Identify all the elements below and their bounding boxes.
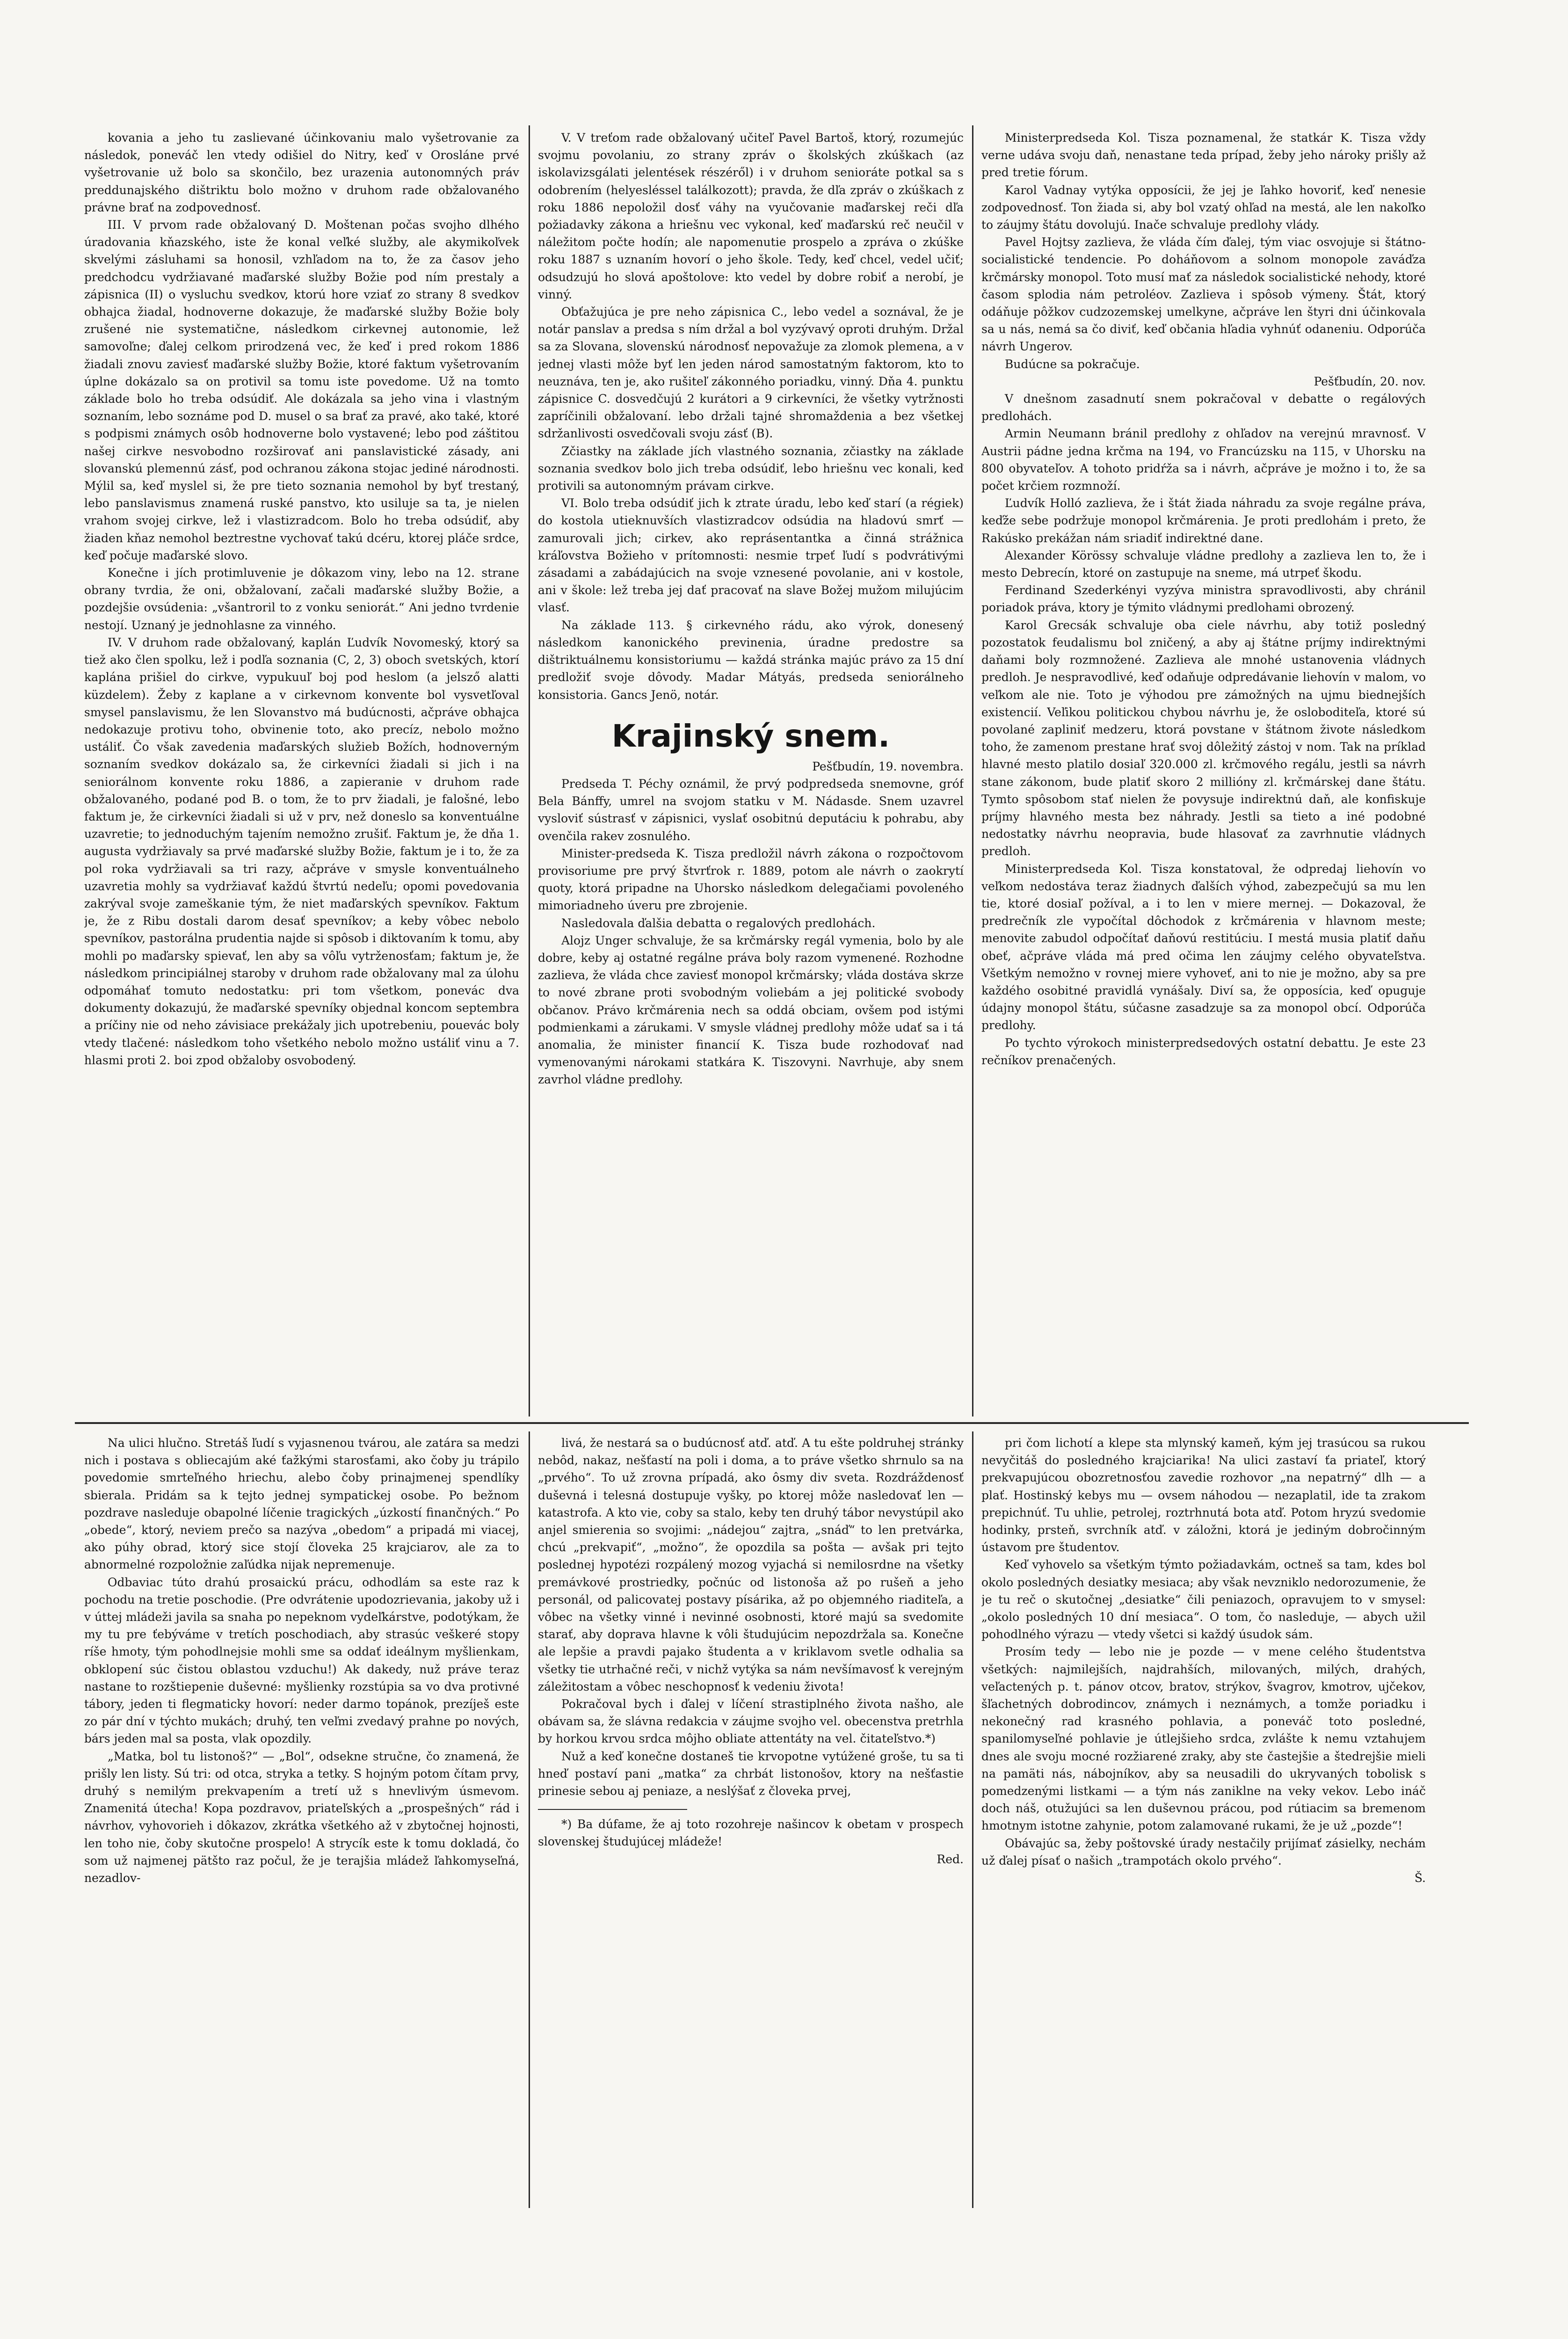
paragraph: Minister-predseda K. Tisza predložil návrh zákona o rozpočtovom provisoriume pre prvý štvrťrok r. 1889, potom ale návrh o zaokrytí quoty, ktorá pripadne na Uhorsko následkom delegačiami povoleného mimoriadneho úveru pre zbrojenie. <box>538 846 964 913</box>
paragraph: VI. Bolo treba odsúdiť jich k ztrate úradu, lebo keď starí (a régiek) do kostola utieknuvších vlastizradcov odsúdia na hladovú smrť — zamurovali jich; cirkev, ako reprásentantka a činná strážnica kráľovstva Božieho v prítomnosti: nesmie trpeť ľudí s podvrátivými zásadami a zabádajúcich na svoje vznesené povolanie, ani v kostole, ani v škole: lež treba jej dať pracovať na slave Božej mužom milujúcim vlasť. <box>538 496 964 615</box>
paragraph: „Matka, bol tu listonoš?“ — „Bol“, odsekne stručne, čo znamená, že prišly len listy. Sú tri: od otca, stryka a tetky. S hojným potom čítam prvy, druhý s nemilým prekvapením a tretí už s hnevlivým úsmevom. Znamenitá útecha! Kopa pozdravov, priateľských a „prospešných“ rád i návrhov, vyhovorieh i dôkazov, zkrátka všetkého až v zbytočnej hojnosti, len toho nie, čoby skutočne prospelo! A strycík este k tomu dokladá, čo som už najmenej pätšto raz počul, že je terajšia mládež ľahkomyseľná, nezadlov- <box>84 1749 519 1885</box>
paragraph: Ministerpredseda Kol. Tisza konstatoval, že odpredaj liehovín vo veľkom nedostáva teraz žiadnych ďalších výhod, zabezpečujú sa mu len tie, ktoré dosiaľ požíval, a i to len v miere mernej. — Dokazoval, že predrečník zle vypočítal dôchodok z krčmárenia v hlavnom meste; menovite zabudol odpočítať daňovú restitúciu. I mestá musia platiť daňu obeť, ačpráve vláda má pred očima len záujmy celého obyvateľstva. Všetkým nemožno v rovnej miere vyhoveť, ani to nie je možno, aby sa pre každého osobitné pravidlá vynášaly. Diví sa, že opposícia, keď opuguje údajny monopol štátu, súčasne zasadzuje sa za monopol obcí. Odporúča predlohy. <box>981 862 1426 1032</box>
paragraph: Pavel Hojtsy zazlieva, že vláda čím ďalej, tým viac osvojuje si štátno-socialistické tendencie. Po doháňovom a solnom monopole zaváďza krčmársky monopol. Toto musí mať za následok socialistické nehody, ktoré časom splodia nám petroléov. Zazlieva i spôsob výmeny. Štát, ktorý odáňuje pôžkov cudzozemskej umelkyne, ačpráve len štyri dni účinkovala sa u nás, nemá sa čo diviť, keď občania hľadia vyhnúť odaneniu. Odporúča návrh Ungerov. <box>981 235 1426 354</box>
paragraph: livá, že nestará sa o budúcnosť atď. atď. A tu ešte poldruhej stránky nebôd, nakaz, nešťastí na poli i doma, a to práve všetko shrnulo sa na „prvého“. To už zrovna prípadá, ako ôsmy div sveta. Rozdráždenosť duševná i telesná dostupuje vyšky, po ktorej môže nasledovať len — katastrofa. A kto vie, coby sa stalo, keby ten druhý tábor nevystúpil ako anjel smierenia so svojimi: „nádejou“ zajtra, „snáď“ to len pretvárka, chcú „prekvapiť“, „možno“, že opozdila sa pošta — avšak pri tejto poslednej hypotézi rozpálený mozog vyjachá si nemilosrdne na všetky premávkové prostriedky, počnúc od listonoša až po rušeň a jeho personál, od palicovatej postavy písárika, až po objemného riaditeľa, a vôbec na všetky vinné i nevinné osobnosti, ktoré majú sa svedomite starať, aby doprava hlavne k vôli študujúcim nepozdržala sa. Konečne ale lepšie a pravdi pajako študenta a v kriklavom svetle odhalia sa všetky tie utrhačné reči, v nichž vytýka sa nám nevšímavosť k verejným záležitostam a vôbec neschopnosť k vedeniu života! <box>538 1436 964 1693</box>
paragraph: Keď vyhovelo sa všetkým týmto požiadavkám, octneš sa tam, kdes bol okolo posledných desiatky mesiaca; aby však nevzniklo nedorozumenie, že je tu reč o skutočnej „desiatke“ čili peniazoch, opravujem to v smysel: „okolo posledných 10 dní mesiaca“. O tom, čo nasleduje, — abych užil pohodlného výrazu — vtedy všetci si každý úsudok sám. <box>981 1558 1426 1642</box>
footnote-rule <box>538 1809 687 1810</box>
paragraph: Obávajúc sa, žeby poštovské úrady nestačily prijímať zásielky, nechám už ďalej písať o našich „trampotách okolo prvého“. <box>981 1836 1426 1867</box>
footnote-text: Ba dúfame, že aj toto rozohreje našincov k obetam v prospech slovenskej študujúcej mládeže! <box>538 1817 964 1849</box>
paragraph: Nuž a keď konečne dostaneš tie krvopotne vytúžené groše, tu sa ti hneď postaví pani „matka“ za chrbát listonošov, ktory na nešťastie prinesie sebou aj peniaze, a neslýšať z človeka prvej, <box>538 1749 964 1798</box>
paragraph: Karol Vadnay vytýka opposícii, že jej je ľahko hovoriť, keď nenesie zodpovednosť. Ton žiada si, aby bol vzatý ohľad na mestá, ale len nakoľko to záujmy štátu dovolujú. Inače schvaluje predlohy vlády. <box>981 183 1426 232</box>
paragraph: Ferdinand Szederkényi vyzýva ministra spravodlivosti, aby chránil poriadok práva, ktory je týmito vládnymi predlohami obrozený. <box>981 583 1426 615</box>
paragraph: Nasledovala ďalšia debatta o regalových predlohách. <box>561 916 876 930</box>
footnote-signature: Red. <box>936 1852 964 1866</box>
krajinsky-snem-headline: Krajinský snem. <box>611 718 890 754</box>
paragraph: Alojz Unger schvaluje, že sa krčmársky regál vymenia, bolo by ale dobre, keby aj ostatné regálne práva boly razom vymenené. Rozhodne zazlieva, že vláda chce zaviesť monopol krčmársky; vláda dostáva skrze to nové zbrane proti svobodným voliebám a jej politické svobody občanov. Právo krčmárenia nech sa oddá obciam, ovšem pod istými podmienkami a zárukami. V smysle vládnej predlohy môže udať sa i tá anomalia, že minister financií K. Tisza bude rozhodovať nad vymenovanými nárokami statkára K. Tiszovyni. Navrhuje, aby snem zavrhol vládne predlohy. <box>538 933 964 1087</box>
paragraph: Predseda T. Péchy oznámil, že prvý podpredseda snemovne, gróf Bela Bánffy, umrel na svojom statku v M. Nádasde. Snem uzavrel vysloviť sústrasť v zápisnici, vyslať osobitnú deputáciu k pohrabu, aby ovenčila rakev zosnulého. <box>538 777 964 843</box>
paragraph: Konečne i jích protimluvenie je dôkazom viny, lebo na 12. strane obrany tvrdia, že oni, obžalovaní, začali maďarské služby Božie, a pozdejšie ovsúdenia: „všantroril to z vonku seniorát.“ Ani jedno tvrdenie nestojí. Uznaný je jednohlasne za vinného. <box>84 566 519 632</box>
feuilleton-column-1 <box>84 1434 519 2206</box>
paragraph: V. V treťom rade obžalovaný učiteľ Pavel Bartoš, ktorý, rozumejúc svojmu povolaniu, zo strany zpráv o školských zkúškach (az iskolavizsgálati jelentések részéről) i v druhom senioráte potkal sa s odobrením (helyesléssel találkozott); pravda, že dľa zpráv o zkúškach z roku 1886 nepoložil dosť váhy na vyučovanie maďarskej reči dľa požiadavky zákona a hriešnu vec vykonal, keď maďarskú reč neučil v náležitom počte hodín; ale napomenutie prospelo a zpráva o zkúške roku 1887 s uznaním hovorí o jeho škole. Tedy, keď chcel, vedel učiť; odsudzujú ho slová apoštolove: kto vedel by dobre robiť a nerobí, je vinný. <box>538 131 964 301</box>
feuilleton-column-3 <box>981 1434 1426 2206</box>
paragraph: Na základe 113. § cirkevného rádu, ako výrok, donesený následkom kanonického previnenia, úradne predostre sa dištriktuálnemu konsistoriumu — každá stránka majúc právo za 15 dní predložiť svoje dôvody. Madar Mátyás, predseda seniorálneho konsistoria. Gancs Jenö, notár. <box>538 618 964 702</box>
paragraph: IV. V druhom rade obžalovaný, kaplán Ľudvík Novomeský, ktorý sa tiež ako člen spolku, lež i podľa soznania (C, 2, 3) oboch svetských, ktorí kaplána prišiel do cirkve, vypukuuľ boj pod heslom (a jelsző alatti küzdelem). Žeby z kaplanе a v cirkevnom konvente bol vysvetľoval smysel panslavismu, že len Slovanstvo má budúcnosti, ačpráve obhajca nedokazuje protivu toho, obvinenie toto, ako precíz, nebolo možno ustáliť. Čo však zavedenia maďarských služieb Božích, hodnoverným soznaním svedkov dokázalo sa, že cirkevníci žiadali si jich i na seniorálnom konvente roku 1886, a zapieranie v druhom rade obžalovaného, podané pod B. o tom, že to prv žiadali, je falošné, lebo faktum je, že cirkevníci žiadali si už v prv, než doneslo sa konventuálne uzavretie; to jednoduchým tajením nemožno zrušiť. Faktum je, že dňa 1. augusta vydržiavaly sa prvé maďarské služby Božie, faktum je i to, že za pol roka vydržiavali sa tri razy, ačpráve v smysle konventuálneho uzavretia mohly sa vydržiavať každú štvrtú nedeľu; opomi povedovania zakrýval svoje zameškanie tým, že niet maďarských spevníkov. Faktum je, že z Ribu dostali darom desať spevníkov; a keby vôbec nebolo spevníkov, pastorálna prudentia najde si spôsob i diktovaním k tomu, aby mohli po maďarsky spievať, len aby sa vôľu vytrženosťam; faktum je, že následkom principiálnej staroby v druhom rade obžalovany mal za úlohu odpomáhať tomuto nedostatku: pri tom všetkom, ponevác dva dokumenty dokazujú, že maďarské spevníky objednal koncom septembra a príčiny nie od neho závisiace prekážaly jich upotrebeniu, pouevác boly vtedy tlačené: následkom toho všetkého nebolo možno ustáliť vinu a 7. hlasmi proti 2. boi zpod obžaloby osvobodený. <box>84 635 519 1067</box>
paragraph: Armin Neumann bránil predlohy z ohľadov na verejnú mravnosť. V Austrii pádne jedna krčma na 194, vo Francúzsku na 115, v Uhorsku na 800 obyvateľov. A tohoto pridŕža sa i návrh, ačpráve je možno i to, že sa počet krčiem rozmnoží. <box>981 427 1426 493</box>
paragraph: Zčiastky na základe jích vlastného soznania, zčiastky na základe soznania svedkov bolo jich treba odsúdiť, lebo hriešnu vec konali, keď protivili sa autonomným právam cirkve. <box>538 444 964 493</box>
column-rule-2 <box>972 125 973 1416</box>
right-column <box>981 129 1426 1416</box>
dateline: Pešťbudín, 19. novembra. <box>812 759 964 773</box>
paragraph: Budúcne sa pokračuje. <box>1005 357 1140 371</box>
paragraph: pri čom lichotí a klepe sta mlynský kameň, kým jej trasúcou sa rukou nevyčitáš do posledného krajciarika! Na ulici zastaví ťa priateľ, ktorý prekvapujúcou obozretnosťou zavedie rozhovor „na nepatrný“ dlh — a plať. Hostinský kebys mu — ovsem náhodou — nezaplatil, ide ta zrakom prepichnúť. Tu uhlie, petrolej, roztrhnutá bota atď. Potom hryzú svedomie hodinky, prsteň, svrchník atď. v záložni, ktorá je jediným dobročinným ústavom pre študentov. <box>981 1436 1426 1554</box>
footnote-marker: *) <box>561 1817 572 1831</box>
feuilleton-column-2 <box>538 1434 964 2206</box>
footnote <box>538 1816 964 1850</box>
paragraph: III. V prvom rade obžalovaný D. Moštenan počas svojho dlhého úradovania kňazského, iste že konal veľké služby, ale akymikoľvek skvelými zásluhami sa honosil, vzhľadom na to, že za časov jeho predchodcu vydržiavané maďarské služby Božie pod ním prestaly a zápisnica (II) o vysluchu svedkov, ktorú hore vziať zo strany 8 svedkov obhajca žiadal, hodnoverne dokazuje, že maďarské služby Božie boly zrušené nie systematične, následkom cirkevnej autonomie, lež samovoľne; ďalej celkom prirodzená vec, že keď i pred rokom 1886 žiadali znovu zaviesť maďarské služby Božie, ktoré faktum vyšetrovaním úplne dokázalo sa on protivil sa tomu iste povedome. Už na tomto základe bolo ho treba odsúdiť. Ale dokázala sa jeho vina i vlastným soznaním, lebo soznáme pod D. musel o sa brať za pravé, ako také, ktoré s podpismi známych osôb hodnoverne bolo vystavené; lebo pod záštitou našej cirkve nesvobodno rozširovať ani panslavistické zásady, ani slovanskú plemennú zásť, pod ochranou zákona stojac jediné národnosti. Mýlil sa, keď myslel si, že pre tieto soznania nemohol by byť trestaný, lebo panslavismus znamená ruské panstvo, kto usiluje sa ta, je nielen vrahom svojej cirkve, lež i vlastizradcom. Bolo ho treba odsúdiť, aby žiaden kňaz nemohol beztrestne vychovať takú dcéru, ktorej pláče srdce, keď počuje maďarské slovo. <box>84 218 519 562</box>
feuilleton-column-rule-2 <box>972 1431 973 2208</box>
paragraph: Karol Grecsák schvaluje oba ciele návrhu, aby totiž posledný pozostatok feudalismu bol zničený, a aby aj štátne príjmy indirektnými daňami boly rozmnožené. Zazlieva ale mnohé ustanovenia vládnych predloh. Je nespravodlivé, keď odaňuje odpredávanie liehovín v malom, vo veľkom ale nie. Toto je výhodou pre zámožných na ujmu biednejších existencií. Veľikou politickou chybou návrhu je, že osloboditeľa, ktoré sú povolané zapliniť medzeru, ktorá povstane v štátnom živote následkom toho, že zamenom prestane hrať svoj dôležitý zástoj v nom. Tak na príklad hlavné mesto platilo dosiaľ 320.000 zl. krčmového regálu, jestli sa návrh stane zákonom, bude platiť skoro 2 millióny zl. krčmárskej dane štátu. Tymto spôsobom stať nielen že povysuje indirektnú daň, ale konfiskuje príjmy hlavného mesta bez náhrady. Jestli sa tieto a iné podobné nedostatky návrhu neopravia, bude hlasovať za zavrhnutie vládnych predloh. <box>981 618 1426 858</box>
paragraph: Na ulici hlučno. Stretáš ľudí s vyjasnenou tvárou, ale zatára sa medzi nich i postava s obliecajúm aké ťažkými starosťami, ako čoby ju trápilo povedomie smrteľného hriechu, alebo čoby prinajmenej spendlíky sbierala. Pridám sa k tejto jednej sympatickej osobe. Po bežnom pozdrave nasleduje obapolné líčenie tragických „úzkostí finančných.“ Po „obede“, ktorý, neviem prečo sa nazýva „obedom“ a pripadá mi viacej, ako púhy obrad, ktorý sice stojí človeka 25 krajciarov, ale za to abnormelné rozpoložnie zaľúdka nijak nepremenuje. <box>84 1436 519 1572</box>
paragraph: Pokračoval bych i ďalej v líčení strastiplného života našho, ale obávam sa, že slávna redakcia v záujme svojho vel. obecenstva pretrhla by horkou krvou srdca môjho obliate attentáty na vel. čitateľstvo.*) <box>538 1697 964 1746</box>
feuilleton-column-rule-1 <box>529 1431 530 2208</box>
paragraph: Prosím tedy — lebo nie je pozde — v mene celého študentstva všetkých: najmilejších, najdrahších, milovaných, milých, drahých, veľactených p. t. pánov otcov, bratov, strýkov, švagrov, kmotrov, ujčekov, šľachetných dobrodincov, známych i neznámych, a tomže poriadku i nekonečný rad krasného pohlavia, a poneváč toto posledné, spanilomyseľné pohlavie je útlejšieho srdca, zvlášte k nemu vztahujem dnes ale svoju mocné rozžiarené zraky, aby ste častejšie a štedrejšie mieli na pamäti nás, nábojníkov, aby sa neusadili do ukryvaných tobolisk s pomedzenými listkami — a tým nás zaniklne na veky vekov. Lebo ináč doch náš, otužujúci sa len duševnou prácou, pod rútiacim sa bremenom hmotnym istotne zahynie, potom zalamované rukami, že je už „pozde“! <box>981 1645 1426 1833</box>
paragraph: kovania a jeho tu zaslievané účinkovaniu malo vyšetrovanie za následok, poneváč len vtedy odišiel do Nitry, keď v Orosláne prvé vyšetrovanie už bolo sa skončilo, bez urazenia autonomných práv preddunajského dištriktu bolo možno v druhom rade obžalovaného právne brať na zodpovednosť. <box>84 131 519 214</box>
paragraph: Odbaviac túto drahú prosaickú prácu, odhodlám sa este raz k pochodu na tretie poschodie. (Pre odvrátenie upodozrievania, jakoby už i v úttej mládeži javila sa snaha po nepeknom vydeľkárstve, podotýkam, že my tu pre ťebýváme v tretích poschodiach, aby strasúc veškeré stopy ríše hmoty, tým pohodlnejsie mohli sme sa oddať ideálnym myšlienkam, obklopení súc čistou oblastou vzduchu!) Ak dakedy, nuž práve teraz nastane to rozštiepenie duševné: myšlienky rozstúpia sa vo dva protivné tábory, jeden ti flegmaticky hovorí: neder darmo topánok, prezíješ este zo pár dní v týchto mukách; druhý, ten veľmi zvedavý prahne po nových, bárs jeden mal sa posta, vlak opozdily. <box>84 1575 519 1746</box>
left-column-article <box>84 129 519 1416</box>
paragraph: V dnešnom zasadnutí snem pokračoval v debatte o regálových predlohách. <box>981 392 1426 423</box>
paragraph: Obťažujúca je pre neho zápisnica C., lebo vedel a soznával, že je notár panslav a predsa s ním držal a bol vyzývavý oproti druhým. Držal sa za Slovana, slovenskú národnosť nepovažuje za zlomok plemena, a v jednej vlasti môže byť len jeden národ samostatným faktorom, kto to neuznáva, ten je, ako rušiteľ zákonného poriadku, vinný. Dňa 4. punktu zápisnice C. dosvedčujú 2 kurátori a 9 cirkevníci, že všetky vytržnosti zapríčinili obžalovaní. lebo držali tajné shromaždenia a bez všetkej sdržanlivosti osvedčovali svoju zásť (B). <box>538 305 964 441</box>
paragraph: Ľudvík Holló zazlieva, že i štát žiada náhradu za svoje regálne práva, keďže sebe podržuje monopol krčmárenia. Je proti predlohám i preto, že Rakúsko prekážan nám sriadiť indirektné dane. <box>981 496 1426 545</box>
paragraph: Ministerpredseda Kol. Tisza poznamenal, že statkár K. Tisza vždy verne udáva svoju daň, nenastane teda prípad, žeby jeho nároky prišly až pred tretie fórum. <box>981 131 1426 180</box>
signature: Š. <box>1414 1871 1426 1885</box>
column-rule-1 <box>529 125 530 1416</box>
paragraph: Po tychto výrokoch ministerpredsedových ostatní debattu. Je este 23 rečníkov prenačených. <box>981 1036 1426 1067</box>
dateline: Pešťbudín, 20. nov. <box>1314 374 1426 388</box>
middle-column <box>538 129 964 1416</box>
feuilleton-rule <box>75 1422 1469 1424</box>
paragraph: Alexander Körössy schvaluje vládne predlohy a zazlieva len to, že i mesto Debrecín, ktoré on zastupuje na sneme, má utrpeť škodu. <box>981 548 1426 580</box>
